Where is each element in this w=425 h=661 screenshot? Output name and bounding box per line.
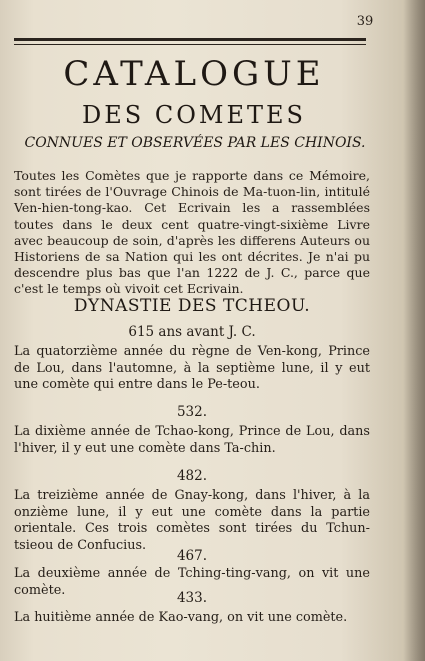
entry-year: 433.: [176, 590, 208, 606]
dynasty-heading: DYNASTIE DES TCHEOU.: [73, 296, 311, 316]
entry-text: La deuxième année de Tching-ting-vang, on vit une comète.: [14, 566, 370, 598]
intro-paragraph: Toutes les Comètes que je rapporte dans ce Mémoire, sont tirées de l'Ouvrage Chinois de Ma-tuon-lin, intitulé Ven-hien-tong-kao. Cet Ecrivain les a rassemblées toutes dans le deux cent quatre-vingt-sixième Livre avec beaucoup de soin, d'après les differens Auteurs ou Historiens de sa Nation qui les ont décrites. Je n'ai pu descendre plus bas que l'an 1222 de J. C., parce que c'est le temps où vivoit cet Ecrivain.: [14, 168, 370, 297]
header-rule-thin: [14, 44, 366, 45]
entry-year: 467.: [176, 548, 208, 564]
entry-text: La huitième année de Kao-vang, on vit une comète.: [14, 610, 348, 625]
entry-year: 615 ans avant J. C.: [128, 324, 256, 340]
page-gutter-shadow: [403, 0, 425, 661]
page-subtitle: DES COMETES: [82, 101, 306, 129]
entry-text: La treizième année de Gnay-kong, dans l'hiver, à la onzième lune, il y eut une comète dans la partie orientale. Ces trois comètes sont tirées du Tchun-tsieou de Confucius.: [14, 488, 370, 553]
entry-year: 482.: [176, 468, 208, 484]
entry-text: La quatorzième année du règne de Ven-kong, Prince de Lou, dans l'automne, à la septième lune, il y eut une comète qui entre dans le Pe-teou.: [14, 344, 370, 393]
page-subtitle-secondary: CONNUES ET OBSERVÉES PAR LES CHINOIS.: [24, 135, 366, 151]
page-title: CATALOGUE: [63, 54, 325, 94]
header-rule-thick: [14, 38, 366, 41]
entry-year: 532.: [176, 404, 208, 420]
page-number: 39: [356, 14, 374, 29]
entry-text: La dixième année de Tchao-kong, Prince de Lou, dans l'hiver, il y eut une comète dans Ta-chin.: [14, 424, 370, 456]
